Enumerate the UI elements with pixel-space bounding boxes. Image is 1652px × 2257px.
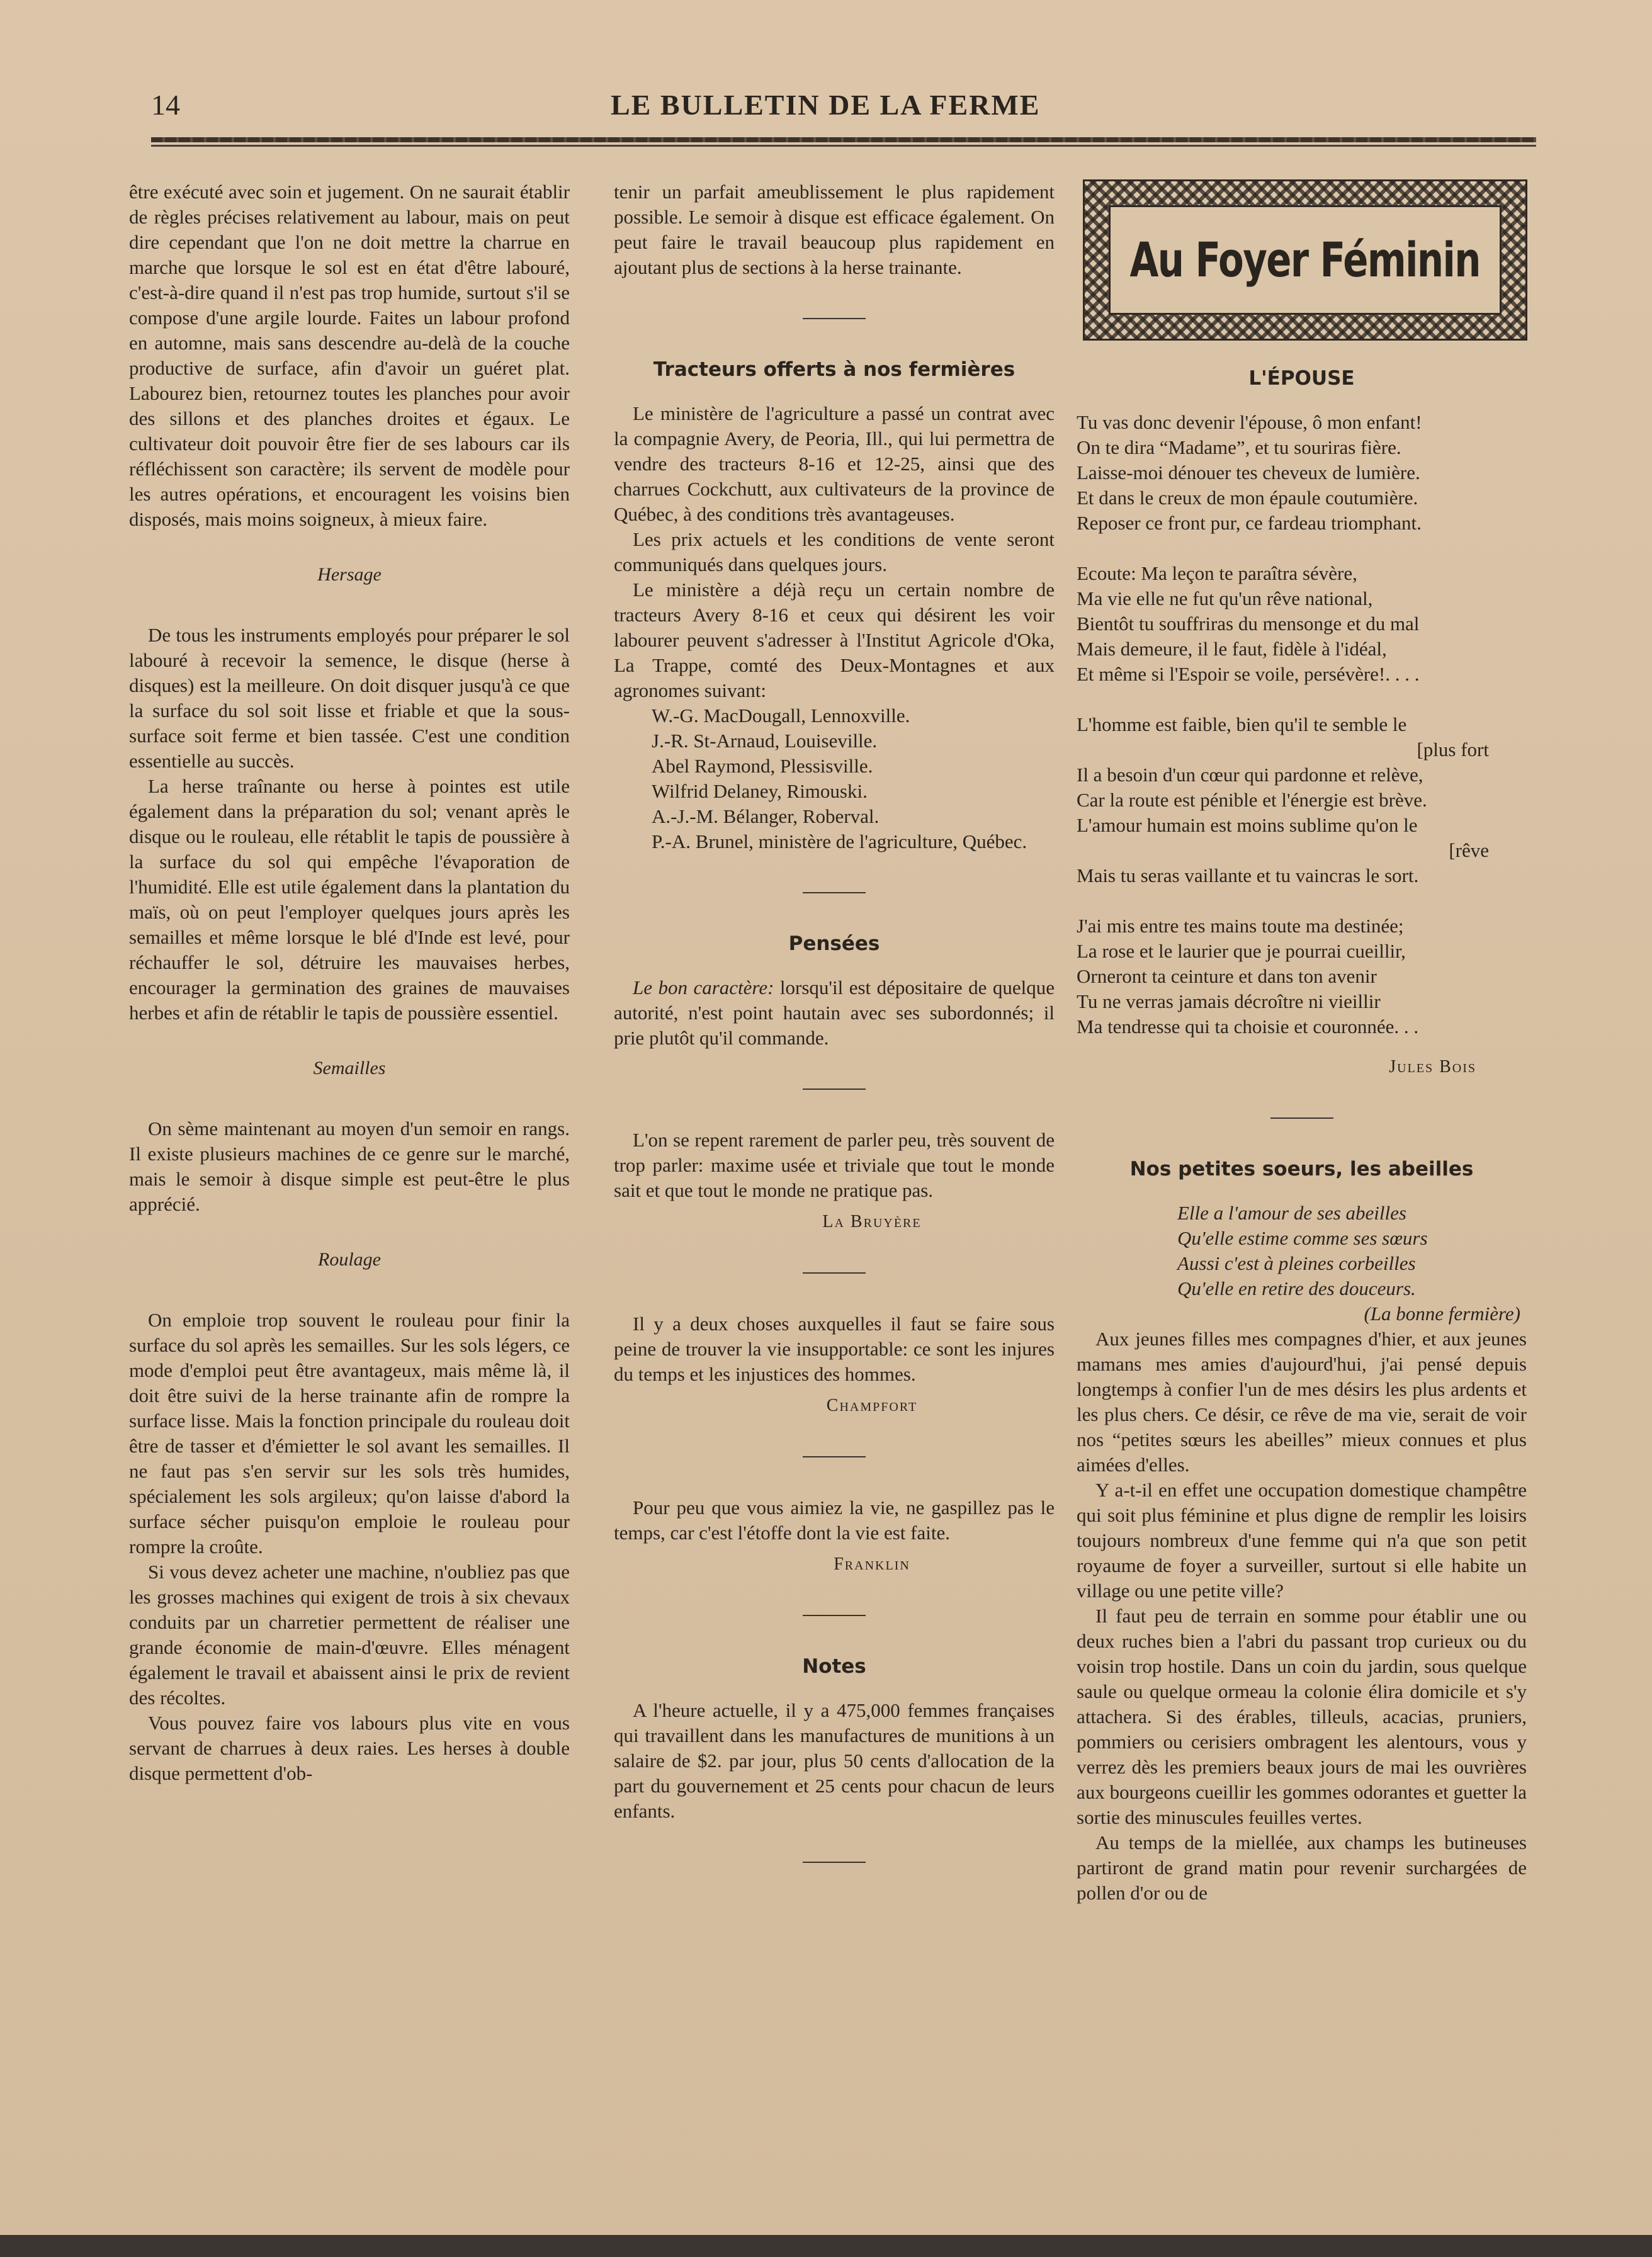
section-divider (803, 318, 866, 319)
pensee-1-text: lorsqu'il est dépositaire de quelque autorité, n'est point hautain avec ses subordonnés; il prie plutôt qu'il commande. (614, 976, 1055, 1049)
poem-line: Ma vie elle ne fut qu'un rêve national, (1077, 587, 1373, 609)
poem-line: On te dira “Madame”, et tu souriras fière. (1077, 436, 1401, 458)
pensee-2: L'on se repent rarement de parler peu, très souvent de trop parler: maxime usée et triviale que tout le monde sait et que tout le monde ne pratique pas. (614, 1129, 1055, 1201)
pensee-2-credit: La Bruyère (822, 1212, 922, 1231)
poem-line: L'amour humain est moins sublime qu'on le (1077, 814, 1418, 836)
notes-heading: Notes (802, 1655, 866, 1678)
hersage-paragraph-1: De tous les instruments employés pour préparer le sol labouré à recevoir la semence, le disque (herse à disques) est la meilleure. On doit disquer jusqu'à ce que la surface du sol soit lisse et friable et que la sous-surface soit ferme et bien tassée. C'est une condition essentielle au succès. (129, 624, 570, 772)
epouse-heading: L'ÉPOUSE (1248, 367, 1355, 390)
banner-title: Au Foyer Féminin (1129, 232, 1481, 288)
pensee-4: Pour peu que vous aimiez la vie, ne gaspillez pas le temps, car c'est l'étoffe dont la vie est faite. (614, 1496, 1055, 1544)
tracteurs-paragraph-2: Les prix actuels et les conditions de vente seront communiqués dans quelques jours. (614, 528, 1055, 575)
poem-line: Reposer ce front pur, ce fardeau triomphant. (1077, 512, 1422, 534)
epigraph-source: (La bonne fermière) (1364, 1303, 1520, 1325)
column-3 (1077, 179, 1527, 1906)
agronome-item: Abel Raymond, Plessisville. (652, 755, 873, 777)
epigraph-line: Qu'elle en retire des douceurs. (1177, 1277, 1416, 1299)
pensee-4-credit: Franklin (834, 1554, 910, 1574)
poem-line: Tu vas donc devenir l'épouse, ô mon enfant! (1077, 411, 1422, 433)
page-number: 14 (151, 89, 180, 121)
poem-line: Et dans le creux de mon épaule coutumière. (1077, 487, 1418, 509)
stanza-gap (1077, 888, 1527, 914)
roulage-paragraph-1: On emploie trop souvent le rouleau pour finir la surface du sol après les semailles. Sur les sols légers, ce mode d'emploi peut être avantageux, mais même là, il doit être suivi de la herse trainante afin de rompre la surface lisse. Mais la fonction principale du rouleau doit être de tasser et d'émietter le sol avant les semailles. Il ne faut pas s'en servir sur les sols très humides, spécialement les sols argileux; qu'on laisse d'abord la surface sécher puisqu'on emploie le rouleau pour rompre la croûte. (129, 1309, 570, 1558)
masthead-title: LE BULLETIN DE LA FERME (611, 89, 1041, 121)
pensee-label: Le bon caractère: (633, 976, 774, 998)
poem-line: Ma tendresse qui ta choisie et couronnée. . . (1077, 1015, 1419, 1038)
abeilles-paragraph-1: Aux jeunes filles mes compagnes d'hier, et aux jeunes mamans mes amies d'aujourd'hui, j'ai pensé depuis longtemps à confier l'un de mes désirs les plus ardents et les plus chers. Ce désir, ce rêve de ma vie, serait de voir nos “petites sœurs les abeilles” mieux connues et plus aimées d'elles. (1077, 1328, 1527, 1476)
notes-paragraph: A l'heure actuelle, il y a 475,000 femmes françaises qui travaillent dans les manufactures de munitions à un salaire de $2. par jour, plus 50 cents d'allocation de la part du gouvernement et 25 cents pour chacun de leurs enfants. (614, 1699, 1055, 1822)
epigraph-line: Aussi c'est à pleines corbeilles (1177, 1252, 1416, 1274)
epouse-poem (1077, 410, 1527, 1039)
abeilles-paragraph-4: Au temps de la miellée, aux champs les butineuses partiront de grand matin pour revenir surchargées de pollen d'or ou de (1077, 1831, 1527, 1904)
column-1 (129, 179, 570, 1786)
agronome-item: W.-G. MacDougall, Lennoxville. (652, 704, 910, 727)
roulage-paragraph-2: Si vous devez acheter une machine, n'oubliez pas que les grosses machines qui exigent de trois à six chevaux conduits par un charretier permettent de réaliser une grande économie de main-d'œuvre. Elles ménagent également le travail et abaissent ainsi le prix de revient des récoltes. (129, 1561, 570, 1709)
abeilles-paragraph-3: Il faut peu de terrain en somme pour établir une ou deux ruches bien a l'abri du passant trop curieux ou du voisin trop hostile. Dans un coin du jardin, sous quelque saule ou quelque ormeau la colonie élira domicile et s'y attachera. Si des érables, tilleuls, acacias, pruniers, pommiers ou cerisiers ombragent les alentours, vous y verrez dès les premiers beaux jours de mai les ouvrières aux bourgeons cueillir les gommes odorantes et guetter la sortie des minuscules feuilles vertes. (1077, 1605, 1527, 1828)
continued-paragraph: tenir un parfait ameublissement le plus rapidement possible. Le semoir à disque est efficace également. On peut faire le travail beaucoup plus rapidement en ajoutant plus de sections à la herse trainante. (614, 181, 1055, 278)
poem-line: Car la route est pénible et l'énergie est brève. (1077, 789, 1427, 811)
section-divider (803, 1862, 866, 1863)
agronome-item: Wilfrid Delaney, Rimouski. (652, 780, 868, 802)
agronome-item: P.-A. Brunel, ministère de l'agriculture, Québec. (652, 830, 1027, 852)
epigraph-line: Elle a l'amour de ses abeilles (1177, 1202, 1406, 1224)
tracteurs-paragraph-3: Le ministère a déjà reçu un certain nombre de tracteurs Avery 8-16 et ceux qui désirent les voir labourer peuvent s'adresser à l'Institut Agricole d'Oka, La Trappe, comté des Deux-Montagnes et aux agronomes suivant: (614, 579, 1055, 701)
section-divider (803, 1089, 866, 1090)
section-divider (803, 1272, 866, 1274)
tracteurs-heading: Tracteurs offerts à nos fermières (653, 358, 1016, 381)
roulage-heading: Roulage (318, 1249, 381, 1270)
poem-line: Et même si l'Espoir se voile, persévère!. . . . (1077, 663, 1420, 685)
section-divider (1270, 1117, 1333, 1119)
poem-line-continuation: [rêve (1449, 839, 1489, 861)
pensees-heading: Pensées (788, 932, 880, 955)
stanza-gap (1077, 687, 1527, 712)
poem-line: Il a besoin d'un cœur qui pardonne et relève, (1077, 764, 1423, 786)
banner-inner (1109, 205, 1502, 315)
poem-line: J'ai mis entre tes mains toute ma destinée; (1077, 915, 1404, 937)
page-bottom-edge (0, 2235, 1652, 2257)
tracteurs-paragraph-1: Le ministère de l'agriculture a passé un contrat avec la compagnie Avery, de Peoria, Ill., qui lui permettra de vendre des tracteurs 8-16 et 12-25, ainsi que des charrues Cockchutt, aux cultivateurs de la province de Québec, à des conditions très avantageuses. (614, 402, 1055, 525)
poem-line: Tu ne verras jamais décroître ni vieillir (1077, 990, 1381, 1012)
abeilles-epigraph (1077, 1201, 1527, 1326)
labour-paragraph: être exécuté avec soin et jugement. On ne saurait établir de règles précises relativement au labour, mais on peut dire cependant que l'on ne doit mettre la charrue en marche que lorsque le sol est en état d'être labouré, c'est-à-dire quand il n'est pas trop humide, surtout s'il se compose d'une argile lourde. Faites un labour profond en automne, mais sans descendre au-delà de la couche productive de surface, afin d'avoir un guéret plat. Labourez bien, retournez toutes les planches pour avoir des sillons et des planches droites et égaux. Le cultivateur doit pouvoir être fier de ses labours car ils réfléchissent son caractère; ils servent de modèle pour les autres opérations, et encouragent les voisins bien disposés, mais moins soigneux, à mieux faire. (129, 181, 570, 530)
foyer-feminin-banner (1083, 179, 1527, 341)
section-divider (803, 892, 866, 893)
column-2 (614, 179, 1055, 1901)
agronome-item: J.-R. St-Arnaud, Louiseville. (652, 730, 878, 752)
semailles-paragraph: On sème maintenant au moyen d'un semoir en rangs. Il existe plusieurs machines de ce genre sur le marché, mais le semoir à disque simple est peut-être le plus apprécié. (129, 1117, 570, 1215)
roulage-paragraph-3: Vous pouvez faire vos labours plus vite en vous servant de charrues à deux raies. Les herses à double disque permettent d'ob- (129, 1712, 570, 1784)
semailles-heading: Semailles (313, 1058, 386, 1078)
poem-line: Bientôt tu souffriras du mensonge et du mal (1077, 613, 1420, 635)
poem-line: Mais demeure, il le faut, fidèle à l'idéal, (1077, 638, 1387, 660)
poem-line: L'homme est faible, bien qu'il te semble le (1077, 713, 1407, 735)
stanza-gap (1077, 536, 1527, 561)
page-header (151, 88, 1536, 132)
pensee-3: Il y a deux choses auxquelles il faut se faire sous peine de trouver la vie insupportable: ce sont les injures du temps et les injustices des hommes. (614, 1313, 1055, 1385)
section-divider (803, 1615, 866, 1616)
poem-line-continuation: [plus fort (1417, 738, 1489, 761)
poem-line: Laisse-moi dénouer tes cheveux de lumière. (1077, 461, 1420, 484)
header-rule (151, 137, 1536, 142)
hersage-heading: Hersage (317, 564, 382, 585)
poem-line: Ecoute: Ma leçon te paraîtra sévère, (1077, 562, 1357, 584)
abeilles-heading: Nos petites soeurs, les abeilles (1129, 1158, 1474, 1180)
poem-line: La rose et le laurier que je pourrai cueillir, (1077, 940, 1406, 962)
poem-line: Mais tu seras vaillante et tu vaincras le sort. (1077, 864, 1419, 886)
poem-line: Orneront ta ceinture et dans ton avenir (1077, 965, 1377, 987)
pensee-3-credit: Champfort (826, 1396, 918, 1415)
poem-credit: Jules Bois (1389, 1057, 1476, 1077)
header-rule-thin (151, 145, 1536, 147)
agronome-item: A.-J.-M. Bélanger, Roberval. (652, 805, 880, 827)
hersage-paragraph-2: La herse traînante ou herse à pointes est utile également dans la préparation du sol; venant après le disque ou le rouleau, elle rétablit le tapis de poussière à la surface du sol qui empêche l'évaporation de l'humidité. Elle est utile également dans la plantation du maïs, où on peut l'employer quelques jours après les semailles et même lorsque le blé d'Inde est levé, pour réchauffer le sol, détruire les mauvaises herbes, encourager la germination des graines de mauvaises herbes et afin de rétablir le tapis de poussière essentiel. (129, 775, 570, 1024)
pensee-1 (614, 975, 1055, 1051)
abeilles-paragraph-2: Y a-t-il en effet une occupation domestique champêtre qui soit plus féminine et plus digne de remplir les loisirs toujours nombreux d'une femme qui n'a que son petit royaume de foyer a surveiller, surtout si elle habite un village ou une petite ville? (1077, 1479, 1527, 1602)
section-divider (803, 1456, 866, 1457)
epigraph-line: Qu'elle estime comme ses sœurs (1177, 1227, 1428, 1249)
